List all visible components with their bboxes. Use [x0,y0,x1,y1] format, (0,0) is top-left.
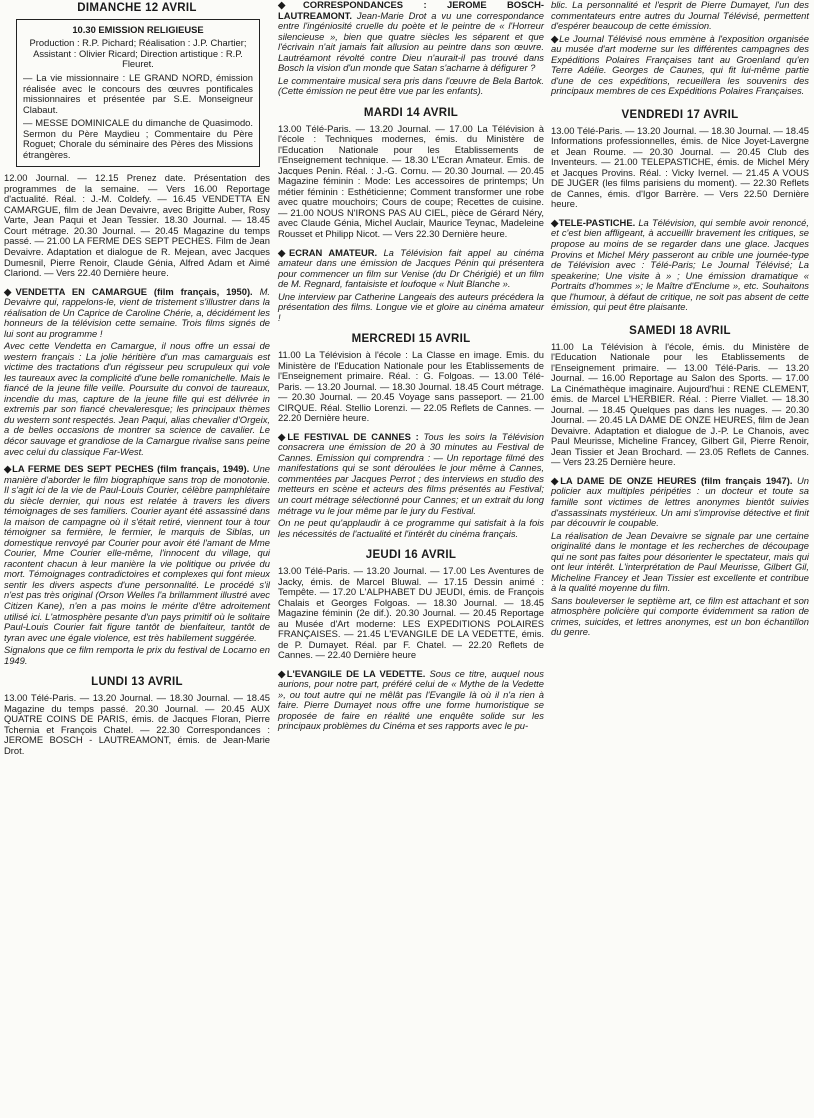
article-text: Le commentaire musical sera pris dans l'œuvre de Bela Bartok. (Cette émission ne peut être vue par les enfants). [278,74,544,97]
article-text: Un policier aux multiples péripéties : un docteur et toute sa famille sont victimes de lettres anonymes bientôt suivies d'assassinats mystérieux. Un ami s'improvise détective et finit par découvrir le coupable. [551,474,809,529]
article-head: ◆ LE FESTIVAL DE CANNES : [278,431,419,442]
schedule-vendredi: 13.00 Télé-Paris. — 13.20 Journal. — 18.30 Journal. — 18.45 Informations professionnelles, émis. de Nice Joyet-Lavergne et Jean Roume. — 20.30 Journal. — 20.45 Club des Inventeurs. — 21.00 TELEPASTICHE, émis. de Michel Méry et Jacques Provins. Réal. : Vicky Ivernel. — 21.45 A VOUS DE JUGER (les films parisiens du moment). — 22.30 Reflets de Cannes, émis. d'Igor Barrère. — Vers 22.50 Dernière heure. [551,124,809,210]
day-header-mardi: MARDI 14 AVRIL [363,106,459,119]
day-header-lundi: LUNDI 13 AVRIL [91,676,183,689]
schedule-mercredi: 11.00 La Télévision à l'école : La Classe en image. Emis. du Ministère de l'Education Nationale pour les Etablissements de l'Enseignement primaire. Réal. : G. Folgoas. — 13.00 Télé-Paris. — 13.20 Journal. — 18.30 Journal. 18.45 Court métrage. — 20.30 Journal. — 20.45 Voyage sans passeport. — 21.00 CIRQUE. Réal. Stellio Lorenzi. — 22.05 Reflets de Cannes. — 22.20 Dernière heure. [278,349,544,424]
article-text: La Télévision fait appel au cinéma amateur dans une émission de Jacques Pénin qui présentera pour commencer un film sur Venise (du Dr Chérigié) et un film de M. Regnard, fantaisiste et loufoque « Nuit Blanche ». [278,246,544,290]
schedule-jeudi: 13.00 Télé-Paris. — 13.20 Journal. — 17.00 Les Aventures de Jacky, émis. de Marcel Bluwal. — 17.15 Dessin animé : Tempête. — 17.20 L'ALPHABET DU JEUDI, émis. de François Chalais et Georges Folgoas. — 18.30 Journal. — 18.45 Magazine féminin (2e dif.). 20.30 Journal. — 20.45 Reportage au Musée d'Art moderne: LES EXPEDITIONS POLAIRES FRANÇAISES. — 21.45 L'EVANGILE DE LA VEDETTE, émis. de P. Dumayet. Réal. par F. Chatel. — 22.20 Reflets de Cannes. — 22.40 Dernière heure [278,565,544,661]
article-text: Avec cette Vendetta en Camargue, il nous offre un essai de western français : La jolie héritière d'un mas camarguais est victime des tractations d'un régisseur peu scrupuleux qui vole les taureaux avec la complicité d'une belle romanichelle. Mais le fiancé de la jeune fille veille. Poursuite du convoi de taureaux, incendie du mas, capture de la jeune fille qui est délivrée in extremis par son fiancé chevaleresque; les principaux thèmes du western sont respectés. Jean Paqui, alias chevalier d'Orgeix, a de belles occasions de montrer sa science de cavalier. Le décor sauvage et grandiose de la Camargue rivalise sans peine avec celui du classique Far-West. [4,340,270,457]
article-text: Une manière d'aborder le film biographique sans trop de monotonie. Il s'agit ici de la vie de Paul-Louis Courier, célèbre pamphlétaire du siècle dernier, qui nous est relatée à travers les divers témoignages de ses familiers. Courier ayant été assassiné dans la maison de campagne où il s'était retiré, viennent tour à tour témoigner sa fermière, le fermier, le marquis de Siblas, un domestique renvoyé par Courier pour avoir été l'amant de Mme Courier, Mme Courier elle-même, l'innocent du village, qui racontent chacun à leur manière la vie politique ou privée du mort. Témoignages contradictoires et complexes qui font mieux sentir les divers aspects d'une personnalité. Le procédé s'il n'est pas très original (Orson Welles l'a brillamment illustré avec Citizen Kane), n'en a pas moins le mérite d'être adroitement utilisé ici. L'atmosphère pesante d'un pays primitif où le solitaire Paul-Louis Courier fait figure tantôt de bienfaiteur, tantôt de tyran avec une égale violence, est très habilement suggérée. [4,463,270,643]
article-text: Jean-Marie Drot a vu une correspondance entre l'ingéniosité cruelle du poète et le peintre de « l'Horreur silencieuse », bien que quatre siècles les séparent et que l'écrivain n'ait jamais fait allusion au peintre dans son œuvre. Lautréamont révolté contre Dieu n'aurait-il pas trouvé dans Bosch la vision d'un monde que Satan s'acharne à défigurer ? [278,9,545,74]
column-3 [551,0,809,640]
article-text: La Télévision, qui semble avoir renoncé, et c'est bien affligeant, à accueillir bravement les critiques, se propose au moins de se regarder dans une glace. Jacques Provins et Michel Méry passeront au crible une journée-type de Télévision avec : Télé-Paris; Le Journal Télévisé; La speakerine; Une visite à » ; Une émission dramatique « Portraits d'hommes »; le Maître d'Enclume », etc. Souhaitons que l'humour, à défaut de critique, ne soit pas absent de cette émission, qui peut être plaisante. [551,216,809,313]
box-item-1: — La vie missionnaire : LE GRAND NORD, émission réalisée avec le concours des œuvres pontificales missionnaires et présentée par S.E. Monseigneur Clabaut. [23,72,253,115]
article-head: ◆ L'EVANGILE DE LA VEDETTE. [278,668,425,679]
article-vendetta [4,287,270,458]
article-festival [278,432,544,539]
article-text: La réalisation de Jean Devaivre se signale par une certaine originalité dans le montage et les recherches de découpage qui ne sont pas faites pour désorienter le spectateur, mais qui ont leur intérêt. L'interprétation de Paul Meurisse, Gilbert Gil, Micheline Francey et Jean Tissier est excellente et contribue à la qualité moyenne du film. [551,529,809,594]
day-header-mercredi: MERCREDI 15 AVRIL [351,333,471,346]
column-2 [278,0,544,734]
box-title: 10.30 EMISSION RELIGIEUSE [72,23,204,35]
column-1 [4,0,270,759]
article-text: On ne peut qu'applaudir à ce programme qui satisfait à la fois les nécessités de l'actualité et l'intérêt du cinéma français. [278,517,544,539]
article-ecran [278,248,544,324]
article-text: Signalons que ce film remporta le prix du festival de Locarno en 1949. [4,644,270,666]
article-bullet [551,33,559,44]
day-header-jeudi: JEUDI 16 AVRIL [365,549,457,562]
article-telepastiche [551,218,809,313]
day-header-dimanche: DIMANCHE 12 AVRIL [77,2,197,14]
article-dame [551,476,809,638]
article-ferme [4,464,270,666]
article-text: M. Devaivre qui, rappelons-le, vient de tristement s'illustrer dans la réalisation de Un Caprice de Caroline Chérie, a, décidément les honneurs de la télévision cette semaine. Trois films signés de lui sont au programme ! [4,285,270,339]
article-text: Le Journal Télévisé nous emmène à l'exposition organisée au musée d'art moderne sur les différentes campagnes des Expéditions Polaires Françaises tant au Groenland qu'en Terre Adélie. Georges de Caunes, qui fit lui-même partie d'une de ces expéditions, recueillera les souvenirs des principaux membres de ces Expéditions Polaires Françaises. [551,32,809,97]
box-credits: Production : R.P. Pichard; Réalisation : J.P. Chartier; Assistant : Olivier Ricard; Direction artistique : R.P. Fleuret. [29,37,247,70]
article-head: ◆ CORRESPONDANCES : JEROME BOSCH-LAUTREAMONT. [278,0,544,21]
article-text: Sous ce titre, auquel nous aurions, pour notre part, préféré celui de « Mythe de la Vedette », ou tout autre qui ne mêlât pas l'Evangile là où il n'a rien à faire. Pierre Dumayet nous offre une forme humoristique se proposée de faire en réalité une enquête solide sur les principaux problèmes du Cinéma et ses rapports avec le pu- [278,667,544,732]
schedule-dimanche: 12.00 Journal. — 12.15 Prenez date. Présentation des programmes de la semaine. — Vers 16.00 Reportage d'actualité. Réal. : J.-M. Coldefy. — 16.45 VENDETTA EN CAMARGUE, film de Jean Devaivre, avec Brigitte Auber, Rosy Varte, Jean Paqui et Jean Tessier. 18.30 Journal. — 18.45 Court métrage. 20.30 Journal. — 20.45 Magazine du temps passé. — 21.00 LA FERME DES SEPT PECHES. Film de Jean Devaivre. Adaptation et dialogue de R. Mejean, avec Jacques Dumesnil, Pierre Renoir, Claude Génia, Alfred Adam et Aimé Clariond. — Vers 22.40 Dernière heure. [4,172,270,279]
schedule-lundi: 13.00 Télé-Paris. — 13.20 Journal. — 18.30 Journal. — 18.45 Magazine du temps passé. 20.30 Journal. — 20.45 AUX QUATRE COINS DE PARIS, émis. de Jacques Floran, Pierre Tchernia et François Chatel. — 22.30 Correspondances : JEROME BOSCH - LAUTREAMONT, émis. de Jean-Marie Drot. [4,692,270,756]
article-text: Une interview par Catherine Langeais des auteurs précédera la présentation des films. Longue vie et gloire au cinéma amateur ! [278,290,544,323]
religious-box [16,19,260,167]
article-head: ◆ ECRAN AMATEUR. [278,247,377,258]
article-text: Sans bouleverser le septième art, ce film est attachant et son atmosphère policière qui comporte évidemment sa ration de crimes, suicides, et lettres anonymes, est un bon échantillon du genre. [551,594,809,638]
box-item-2: — MESSE DOMINICALE du dimanche de Quasimodo. Sermon du Père Maydieu ; Commentaire du Père Roguet; Chorale du séminaire des Pères des Missions étrangères. [23,117,253,160]
schedule-samedi: 11.00 La Télévision à l'école, émis. du Ministère de l'Education Nationale pour les Etablissements de l'Enseignement primaire. — 13.00 Télé-Paris. — 13.20 Journal. — 16.00 Reportage au Salon des Sports. — 17.00 La Cinémathèque imaginaire. Aujourd'hui : RENE CLEMENT, émis. de Marcel L'HERBIER. Réal. : Pierre Viallet. — 18.30 Journal. — 18.45 Quelques pas dans les nuages. — 20.30 Journal. — 20.45 LA DAME DE ONZE HEURES, film de Jean Devaivre. Adaptation et dialogue de J.-P. Le Chanois, avec Paul Meurisse, Micheline Francey, Gilbert Gil, Pierre Renoir, Jean Tissier et Jean Brochard. — 23.05 Reflets de Cannes. — Vers 23.25 Dernière heure. [551,340,809,468]
article-head: ◆ LA FERME DES SEPT PECHES (film français, 1949). [4,463,249,474]
article-correspondances [278,0,544,97]
schedule-mardi: 13.00 Télé-Paris. — 13.20 Journal. — 17.00 La Télévision à l'école : Techniques modernes, émis. du Ministère de l'Education Nationale pour les Etablissements de l'Enseignement technique. — 18.30 L'Ecran Amateur. Emis. de Jacques Penin. Réal. : J.-G. Cornu. — 20.30 Journal. — 20.45 Magazine féminin : Mode: Les accessoires de printemps; Un métier féminin : Esthéticienne; Comment transformer une robe avec quatre mouchoirs; Cours de coupe; Recettes de cuisine. — 21.00 NOUS N'IRONS PAS AU CIEL, pièce de Gérard Néry, avec Claude Génia, Michel Auclair, Maurice Teynac, Madeleine Rousset et Philipp Nicot. — Vers 22.30 Dernière heure. [278,122,544,239]
day-header-vendredi: VENDREDI 17 AVRIL [621,108,739,121]
article-head: ◆ TELE-PASTICHE. [551,217,635,228]
article-text: Tous les soirs la Télévision consacrera une émission de 20 à 30 minutes au Festival de Cannes. Emission qui comprendra : — Un reportage filmé des manifestations qui se sont déroulées le jour même à Cannes, commentées par Jacques Perrot ; des interviews en studio des metteurs en scène et acteurs des films présentés au Festival; un court métrage sélectionné pour Cannes; et un extrait du long métrage vu le jour même par le jury du Festival. [278,430,544,516]
article-evangile-cont [551,0,809,97]
article-head: ◆ LA DAME DE ONZE HEURES (film français 1947). [551,475,792,486]
article-head: ◆ VENDETTA EN CAMARGUE (film français, 1950). [4,286,253,297]
article-text: blic. La personnalité et l'esprit de Pierre Dumayet, l'un des commentateurs entre autres du Journal Télévisé, permettent d'espérer beaucoup de cette émission. [551,0,809,32]
day-header-samedi: SAMEDI 18 AVRIL [629,324,731,337]
article-evangile [278,669,544,732]
